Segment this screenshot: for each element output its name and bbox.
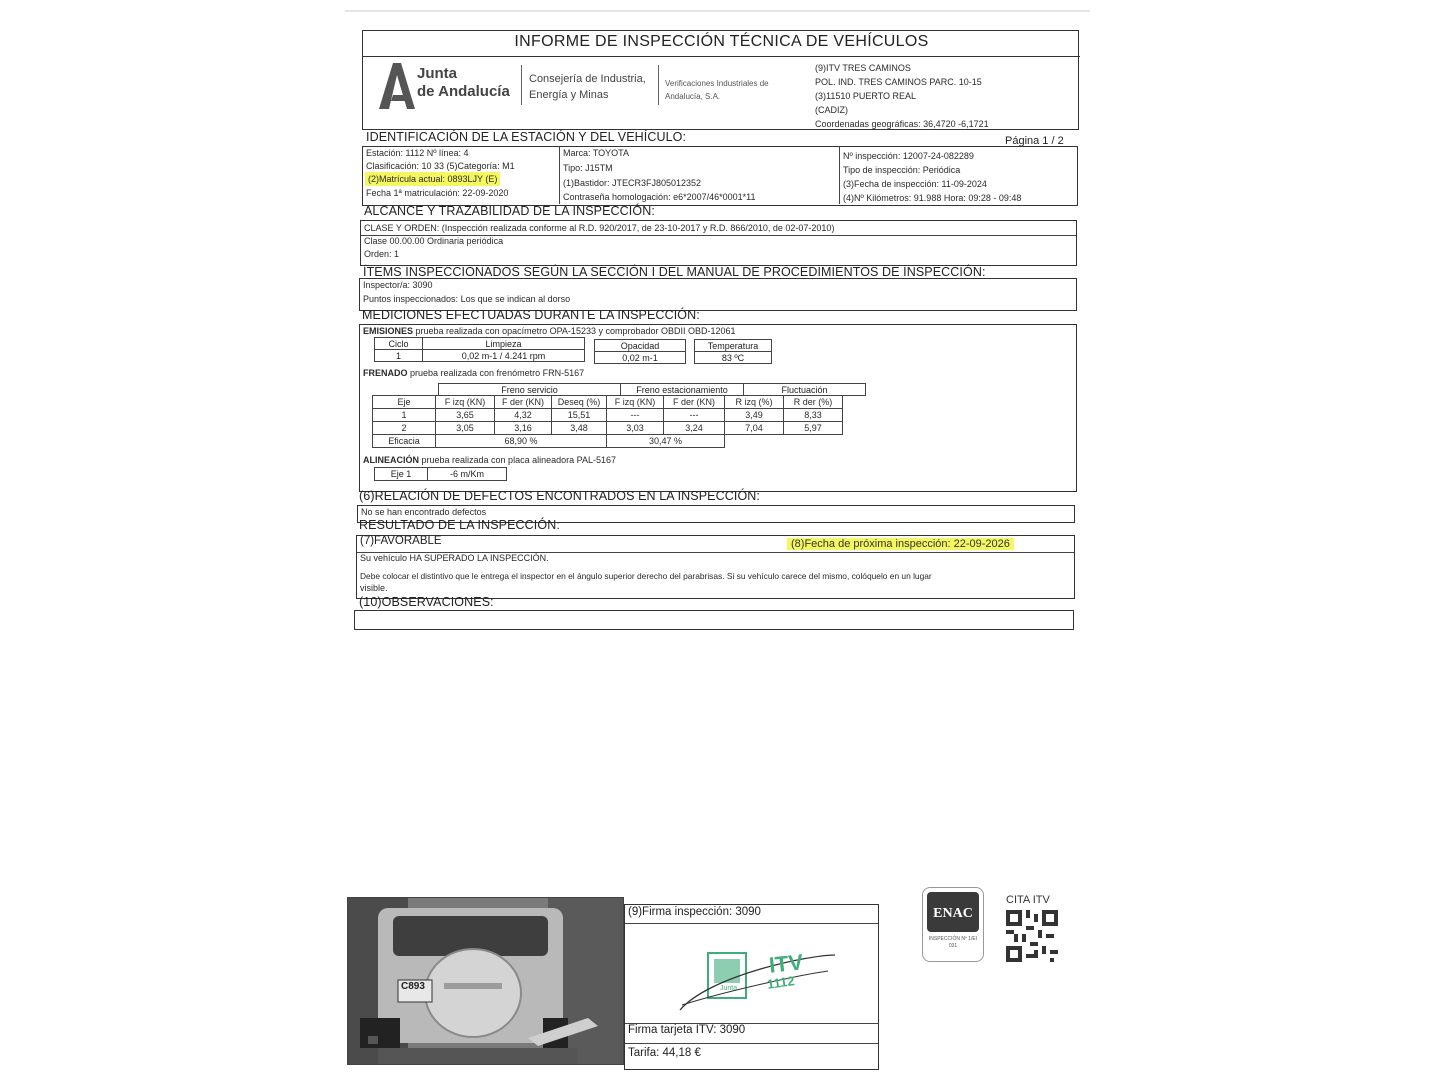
enac-small-text: INSPECCIÓN Nº 1/EI 031 <box>928 936 978 949</box>
freno-servicio-header: Freno servicio <box>438 383 621 396</box>
row2-servicio-izq: 3,05 <box>436 422 495 435</box>
row2-estac-izq: 3,03 <box>607 422 664 435</box>
frenado-header-row <box>373 396 843 409</box>
station-address-3: (3)11510 PUERTO REAL <box>815 91 917 101</box>
ident-right-divider <box>839 147 840 204</box>
row2-eje: 2 <box>373 422 436 435</box>
row1-deseq: 15,51 <box>552 409 607 422</box>
ident-estacion: Estación: 1112 Nº línea: 4 <box>366 148 469 158</box>
verificaciones-line2: Andalucía, S.A. <box>665 92 721 101</box>
items-inspector: Inspector/a: 3090 <box>363 280 433 290</box>
stamp-number: 1112 <box>766 973 796 992</box>
ident-fecha-matriculacion: Fecha 1ª matriculación: 22-09-2020 <box>366 188 509 198</box>
col-estac-izq: F izq (KN) <box>607 396 664 409</box>
cita-itv-label: CITA ITV <box>1006 894 1050 906</box>
resultado-visible: visible. <box>360 583 388 593</box>
proxima-inspeccion: (8)Fecha de próxima inspección: 22-09-2026 <box>787 538 1014 550</box>
ident-marca: Marca: TOYOTA <box>563 148 630 158</box>
items-box <box>359 278 1077 311</box>
row2-servicio-der: 3,16 <box>495 422 552 435</box>
alcance-orden: Orden: 1 <box>364 249 400 259</box>
ident-tipo-inspeccion: Tipo de inspección: Periódica <box>843 165 961 175</box>
ident-bastidor: (1)Bastidor: JTECR3FJ805012352 <box>563 178 702 188</box>
vehicle-plate: C893 <box>401 981 425 992</box>
verificaciones-line1: Verificaciones Industriales de <box>665 79 769 88</box>
limpieza-header: Limpieza <box>422 337 585 350</box>
resultado-box <box>356 535 1075 599</box>
frenado-line <box>363 366 584 380</box>
freno-estacionamiento-header: Freno estacionamiento <box>620 383 744 396</box>
row2-fluct-der: 5,97 <box>784 422 843 435</box>
opacidad-header: Opacidad <box>594 339 686 352</box>
row1-fluct-der: 8,33 <box>784 409 843 422</box>
observaciones-box <box>354 610 1074 630</box>
defectos-heading: (6)RELACIÓN DE DEFECTOS ENCONTRADOS EN LA INSPECCIÓN: <box>359 489 760 503</box>
row2-estac-der: 3,24 <box>664 422 725 435</box>
row1-estac-izq: --- <box>607 409 664 422</box>
station-address-2: POL. IND. TRES CAMINOS PARC. 10-15 <box>815 77 982 87</box>
limpieza-value: 0,02 m-1 / 4.241 rpm <box>422 349 585 362</box>
resultado-status: (7)FAVORABLE <box>360 535 442 547</box>
opacidad-value: 0,02 m-1 <box>594 351 686 364</box>
page-number: Página 1 / 2 <box>1005 135 1064 147</box>
tarifa: Tarifa: 44,18 € <box>628 1047 701 1059</box>
alineacion-label: ALINEACIÓN <box>363 455 419 465</box>
eficacia-row <box>373 435 843 448</box>
ident-clasificacion: Clasificación: 10 33 (5)Categoría: M1 <box>366 161 515 171</box>
col-servicio-izq: F izq (KN) <box>436 396 495 409</box>
logo-text-andalucia: de Andalucía <box>417 83 510 100</box>
firma-inspeccion: (9)Firma inspección: 3090 <box>628 906 761 918</box>
defectos-text: No se han encontrado defectos <box>361 507 487 517</box>
vehicle-photo <box>347 897 624 1065</box>
row2-deseq: 3,48 <box>552 422 607 435</box>
frenado-text: prueba realizada con frenómetro FRN-5167 <box>407 368 585 378</box>
resultado-heading: RESULTADO DE LA INSPECCIÓN: <box>359 518 560 532</box>
ident-heading: IDENTIFICACIÓN DE LA ESTACIÓN Y DEL VEHÍCULO: <box>366 130 687 144</box>
col-servicio-der: F der (KN) <box>495 396 552 409</box>
emisiones-text: prueba realizada con opacímetro OPA-15233 y comprobador OBDII OBD-12061 <box>413 326 736 336</box>
fluctuacion-header: Fluctuación <box>743 383 866 396</box>
logo-text-junta: Junta <box>417 65 458 82</box>
frenado-table <box>372 395 843 448</box>
frenado-label: FRENADO <box>363 368 408 378</box>
temperatura-value: 83 ºC <box>694 351 772 364</box>
row1-estac-der: --- <box>664 409 725 422</box>
col-eje: Eje <box>373 396 436 409</box>
ciclo-header: Ciclo <box>374 337 423 350</box>
alcance-box <box>360 220 1077 266</box>
mediciones-box <box>359 324 1077 492</box>
eficacia-servicio: 68,90 % <box>436 435 607 448</box>
vehicle-rear-icon <box>348 898 623 1064</box>
items-heading: ÍTEMS INSPECCIONADOS SEGÚN LA SECCIÓN I DEL MANUAL DE PROCEDIMIENTOS DE INSPECCIÓN: <box>363 265 986 279</box>
resultado-distintivo: Debe colocar el distintivo que le entrega el inspector en el ángulo superior derecho del parabrisas. Si su vehículo carece del mismo, colóquelo en un lugar <box>360 571 932 581</box>
eje1-label: Eje 1 <box>374 467 428 481</box>
report-title: INFORME DE INSPECCIÓN TÉCNICA DE VEHÍCULOS <box>514 33 929 50</box>
emisiones-label: EMISIONES <box>363 326 414 336</box>
col-estac-der: F der (KN) <box>664 396 725 409</box>
col-deseq: Deseq (%) <box>552 396 607 409</box>
temperatura-header: Temperatura <box>694 339 772 352</box>
scan-top-edge <box>345 10 1090 12</box>
alineacion-text: prueba realizada con placa alineadora PAL-5167 <box>419 455 616 465</box>
row2-fluct-izq: 7,04 <box>725 422 784 435</box>
eficacia-estacionamiento: 30,47 % <box>607 435 725 448</box>
signature-box <box>624 904 879 1070</box>
consejeria-line1: Consejería de Industria, <box>529 73 646 85</box>
title-divider <box>363 56 1080 57</box>
ident-fecha-inspeccion: (3)Fecha de inspección: 11-09-2024 <box>843 179 987 189</box>
ident-contrasena: Contraseña homologación: e6*2007/46*0001*11 <box>563 192 756 202</box>
stamp-junta: Junta <box>720 985 738 992</box>
row1-fluct-izq: 3,49 <box>725 409 784 422</box>
col-fluct-der: R der (%) <box>784 396 843 409</box>
logo-divider <box>521 65 522 105</box>
consejeria-divider <box>658 65 659 105</box>
items-puntos: Puntos inspeccionados: Los que se indican al dorso <box>363 294 571 304</box>
col-fluct-izq: R izq (%) <box>725 396 784 409</box>
qr-code-icon <box>1006 910 1058 962</box>
resultado-superado: Su vehículo HA SUPERADO LA INSPECCIÓN. <box>360 553 549 563</box>
eficacia-label: Eficacia <box>373 435 436 448</box>
station-address-1: (9)ITV TRES CAMINOS <box>815 63 911 73</box>
enac-logo <box>922 887 984 962</box>
alcance-heading: ALCANCE Y TRAZABILIDAD DE LA INSPECCIÓN: <box>364 204 655 218</box>
firma-divider-top <box>625 923 878 924</box>
emisiones-line <box>363 324 736 338</box>
stamp-itv-text: ITV <box>767 949 805 978</box>
consejeria-line2: Energía y Minas <box>529 89 609 101</box>
tarifa-divider <box>625 1043 878 1044</box>
junta-andalucia-logo-icon <box>377 61 417 111</box>
station-coordinates: Coordenadas geográficas: 36,4720 -6,1721 <box>815 119 989 129</box>
table-row <box>373 422 843 435</box>
alineacion-line <box>363 453 616 467</box>
ident-matricula: (2)Matrícula actual: 0893LJY (E) <box>365 172 500 186</box>
itv-stamp-icon <box>670 935 840 1015</box>
row1-servicio-izq: 3,65 <box>436 409 495 422</box>
ident-tipo: Tipo: J15TM <box>563 163 613 173</box>
alcance-clase: Clase 00.00.00 Ordinaria periódica <box>364 236 504 246</box>
observaciones-heading: (10)OBSERVACIONES: <box>359 595 494 609</box>
eficacia-empty <box>725 435 843 448</box>
row1-servicio-der: 4,32 <box>495 409 552 422</box>
eje1-value: -6 m/Km <box>427 467 507 481</box>
mediciones-heading: MEDICIONES EFECTUADAS DURANTE LA INSPECCIÓN: <box>362 308 700 322</box>
station-address-4: (CADIZ) <box>815 105 848 115</box>
ciclo-value: 1 <box>374 349 423 362</box>
ident-num-inspeccion: Nº inspección: 12007-24-082289 <box>843 151 974 161</box>
ident-kilometros: (4)Nº Kilómetros: 91.988 Hora: 09:28 - 09:48 <box>843 193 1022 203</box>
table-row <box>373 409 843 422</box>
enac-logo-text: ENAC <box>933 906 973 921</box>
row1-eje: 1 <box>373 409 436 422</box>
ident-box <box>362 146 1078 206</box>
alcance-clase-orden: CLASE Y ORDEN: (Inspección realizada conforme al R.D. 920/2017, de 23-10-2017 y R.D. 866/2010, de 02-07-2010) <box>364 223 835 233</box>
report-header <box>362 30 1079 130</box>
firma-tarjeta: Firma tarjeta ITV: 3090 <box>628 1024 746 1036</box>
